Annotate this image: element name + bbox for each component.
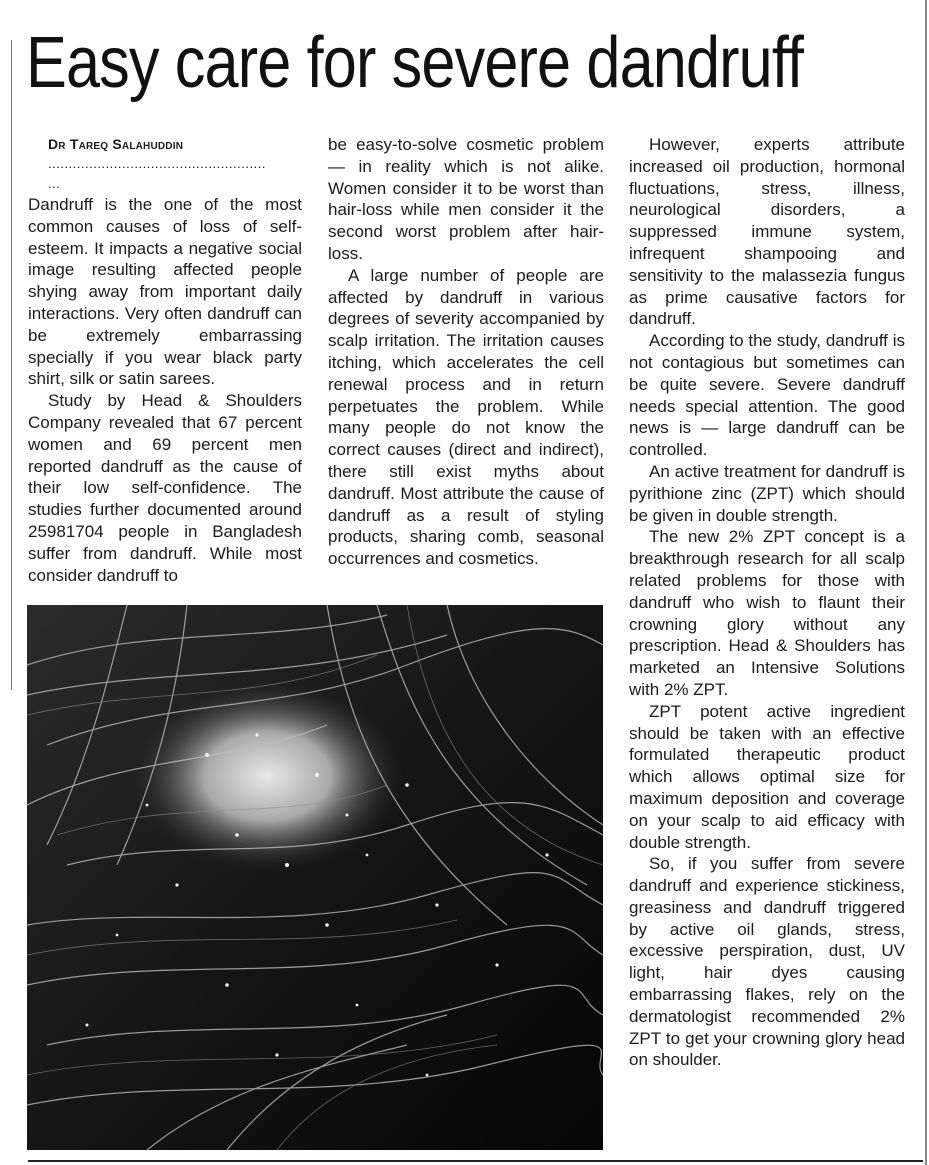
paragraph: be easy-to-solve cosmetic problem — in reality which is not alike. Women consider it to be worst than hair-loss while men consider it the second worst problem after hair-loss. bbox=[328, 135, 604, 263]
paragraph: ZPT potent active ingredient should be taken with an effective formulated therapeutic product which allows optimal size for maximum deposition and coverage on your scalp to aid efficacy with double strength. bbox=[629, 701, 905, 852]
paragraph: So, if you suffer from severe dandruff and experience stickiness, greasiness and dandruff triggered by active oil glands, stress, excessive perspiration, dust, UV light, hair dyes causing embarrassing flakes, rely on the dermatologist recommended 2% ZPT to get your crowning glory head on shoulder. bbox=[629, 854, 905, 1070]
byline-dots: ..................................................... bbox=[48, 156, 266, 171]
paragraph: Dandruff is the one of the most common causes of loss of self-esteem. It impacts a negative social image resulting affected people shying away from important daily interactions. Very often dandruff can be extremely embarrassing specially if you wear black party shirt, silk or satin sarees. bbox=[28, 195, 302, 389]
paragraph: The new 2% ZPT concept is a breakthrough research for all scalp related problems for those with dandruff who wish to flaunt their crowning glory without any prescription. Head & Shoulders has marketed an Intensive Solutions with 2% ZPT. bbox=[629, 527, 905, 699]
paragraph: A large number of people are affected by dandruff in various degrees of severity accompanied by scalp irritation. The irritation causes itching, which accelerates the cell renewal process and in return perpetuates the problem. While many people do not know the correct causes (direct and indirect), there still exist myths about dandruff. Most attribute the cause of dandruff as a result of styling products, sharing comb, seasonal occurrences and cosmetics. bbox=[328, 265, 604, 569]
byline: Dr Tareq Salahuddin bbox=[48, 136, 184, 152]
paragraph: According to the study, dandruff is not contagious but sometimes can be quite severe. Severe dandruff needs special attention. The good news is — large dandruff can be controlled. bbox=[629, 331, 905, 460]
paragraph: However, experts attribute increased oil production, hormonal fluctuations, stress, illness, neurological disorders, a suppressed immune system, infrequent shampooing and sensitivity to the malassezia fungus as prime causative factors for dandruff. bbox=[629, 135, 905, 329]
right-page-edge bbox=[925, 0, 927, 1165]
paragraph: Study by Head & Shoulders Company revealed that 67 percent women and 69 percent men reported dandruff as the cause of their low self-confidence. The studies further documented around 25981704 people in Bangladesh suffer from dandruff. While most consider dandruff to bbox=[28, 391, 302, 585]
bottom-rule bbox=[28, 1160, 923, 1162]
scalp-dandruff-photo bbox=[27, 605, 603, 1150]
paragraph: An active treatment for dandruff is pyrithione zinc (ZPT) which should be given in double strength. bbox=[629, 461, 905, 525]
scalp-area bbox=[87, 670, 487, 950]
hair-illustration bbox=[27, 605, 603, 1150]
byline-dots-continued: ... bbox=[48, 176, 61, 191]
left-column-rule bbox=[11, 40, 12, 690]
article-column-2 bbox=[328, 134, 604, 570]
article-column-1 bbox=[28, 134, 302, 586]
headline: Easy care for severe dandruff bbox=[26, 23, 804, 103]
article-column-3 bbox=[629, 134, 905, 1071]
